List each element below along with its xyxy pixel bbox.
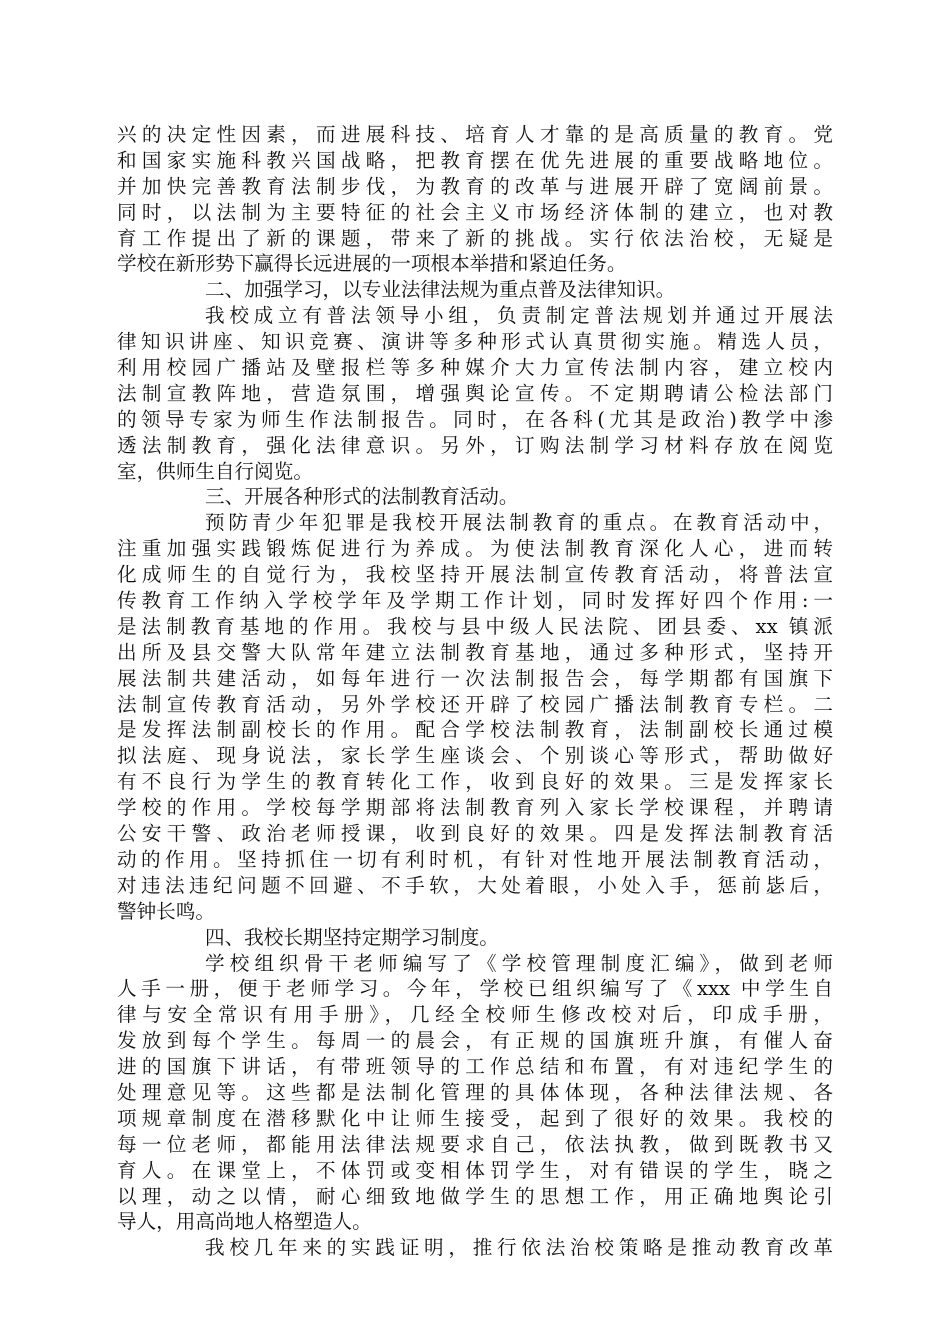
text-line: 学校组织骨干老师编写了《学校管理制度汇编》，做到老师 (205, 951, 833, 975)
text-line: 兴的决定性因素，而进展科技、培育人才靠的是高质量的教育。党 (117, 123, 833, 146)
text-line: 导人，用高尚地人格塑造人。 (117, 1210, 372, 1234)
text-line: 法制宣传教育活动，另外学校还开辟了校园广播法制教育专栏。二 (117, 692, 833, 716)
text-line: 律知识讲座、知识竞赛、演讲等多种形式认真贯彻实施。精选人员， (117, 330, 833, 354)
text-line: 学校的作用。学校每学期部将法制教育列入家长学校课程，并聘请 (117, 796, 833, 820)
text-line: 学校在新形势下赢得长远进展的一项根本举措和紧迫任务。 (117, 252, 627, 276)
text-line: 我校成立有普法领导小组，负责制定普法规划并通过开展法 (205, 304, 833, 328)
text-line: 人手一册，便于老师学习。今年，学校已组织编写了《xxx 中学生自 (117, 977, 833, 1001)
text-line: 展法制共建活动，如每年进行一次法制报告会，每学期都有国旗下 (117, 666, 833, 690)
text-line: 法制宣教阵地，营造氛围，增强舆论宣传。不定期聘请公检法部门 (117, 381, 833, 405)
text-line: 化成师生的自觉行为，我校坚持开展法制宣传教育活动，将普法宣 (117, 563, 833, 587)
text-line: 的领导专家为师生作法制报告。同时，在各科(尤其是政治)教学中渗 (117, 407, 833, 431)
paragraph-conclusion (117, 1235, 833, 1261)
text-line: 项规章制度在潜移默化中让师生接受，起到了很好的效果。我校的 (117, 1106, 833, 1130)
heading-line: 三、开展各种形式的法制教育活动。 (205, 485, 519, 509)
paragraph-intro-continued (117, 122, 833, 277)
text-line: 律与安全常识有用手册》，几经全校师生修改校对后，印成手册， (117, 1003, 833, 1027)
text-line: 每一位老师，都能用法律法规要求自己，依法执教，做到既教书又 (117, 1132, 833, 1156)
text-line: 公安干警、政治老师授课，收到良好的效果。四是发挥法制教育活 (117, 822, 833, 846)
text-line: 育工作提出了新的课题，带来了新的挑战。实行依法治校，无疑是 (117, 226, 833, 250)
text-line: 室，供师生自行阅览。 (117, 459, 313, 483)
text-line: 是法制教育基地的作用。我校与县中级人民法院、团县委、xx 镇派 (117, 614, 833, 638)
text-line: 并加快完善教育法制步伐，为教育的改革与进展开辟了宽阔前景。 (117, 174, 833, 198)
text-line: 同时，以法制为主要特征的社会主义市场经济体制的建立，也对教 (117, 200, 833, 224)
paragraph-section-2 (117, 303, 833, 484)
text-line: 透法制教育，强化法律意识。另外，订购法制学习材料存放在阅览 (117, 433, 833, 457)
text-line: 我校几年来的实践证明，推行依法治校策略是推动教育改革 (205, 1236, 833, 1260)
text-line: 对违法违纪问题不回避、不手软，大处着眼，小处入手，惩前毖后， (117, 873, 833, 897)
text-line: 拟法庭、现身说法，家长学生座谈会、个别谈心等形式，帮助做好 (117, 744, 833, 768)
paragraph-section-3 (117, 510, 833, 924)
document-page (117, 122, 833, 1261)
section-heading-4 (117, 925, 833, 951)
text-line: 处理意见等。这些都是法制化管理的具体体现，各种法律法规、各 (117, 1080, 833, 1104)
text-line: 育人。在课堂上，不体罚或变相体罚学生，对有错误的学生，晓之 (117, 1158, 833, 1182)
section-heading-2 (117, 277, 833, 303)
section-heading-3 (117, 484, 833, 510)
text-line: 有不良行为学生的教育转化工作，收到良好的效果。三是发挥家长 (117, 770, 833, 794)
text-line: 发放到每个学生。每周一的晨会，有正规的国旗班升旗，有催人奋 (117, 1029, 833, 1053)
text-line: 注重加强实践锻炼促进行为养成。为使法制教育深化人心，进而转 (117, 537, 833, 561)
text-line: 以理，动之以情，耐心细致地做学生的思想工作，用正确地舆论引 (117, 1184, 833, 1208)
text-line: 警钟长鸣。 (117, 899, 215, 923)
text-line: 预防青少年犯罪是我校开展法制教育的重点。在教育活动中， (205, 511, 833, 535)
text-line: 利用校园广播站及壁报栏等多种媒介大力宣传法制内容，建立校内 (117, 356, 833, 380)
heading-line: 二、加强学习，以专业法律法规为重点普及法律知识。 (205, 278, 676, 302)
heading-line: 四、我校长期坚持定期学习制度。 (205, 925, 499, 949)
text-line: 和国家实施科教兴国战略，把教育摆在优先进展的重要战略地位。 (117, 148, 833, 172)
text-line: 出所及县交警大队常年建立法制教育基地，通过多种形式，坚持开 (117, 640, 833, 664)
text-line: 是发挥法制副校长的作用。配合学校法制教育，法制副校长通过模 (117, 718, 833, 742)
text-line: 进的国旗下讲话，有带班领导的工作总结和布置，有对违纪学生的 (117, 1055, 833, 1079)
text-line: 传教育工作纳入学校学年及学期工作计划，同时发挥好四个作用:一 (117, 589, 833, 613)
text-line: 动的作用。坚持抓住一切有利时机，有针对性地开展法制教育活动， (117, 847, 833, 871)
paragraph-section-4 (117, 951, 833, 1236)
